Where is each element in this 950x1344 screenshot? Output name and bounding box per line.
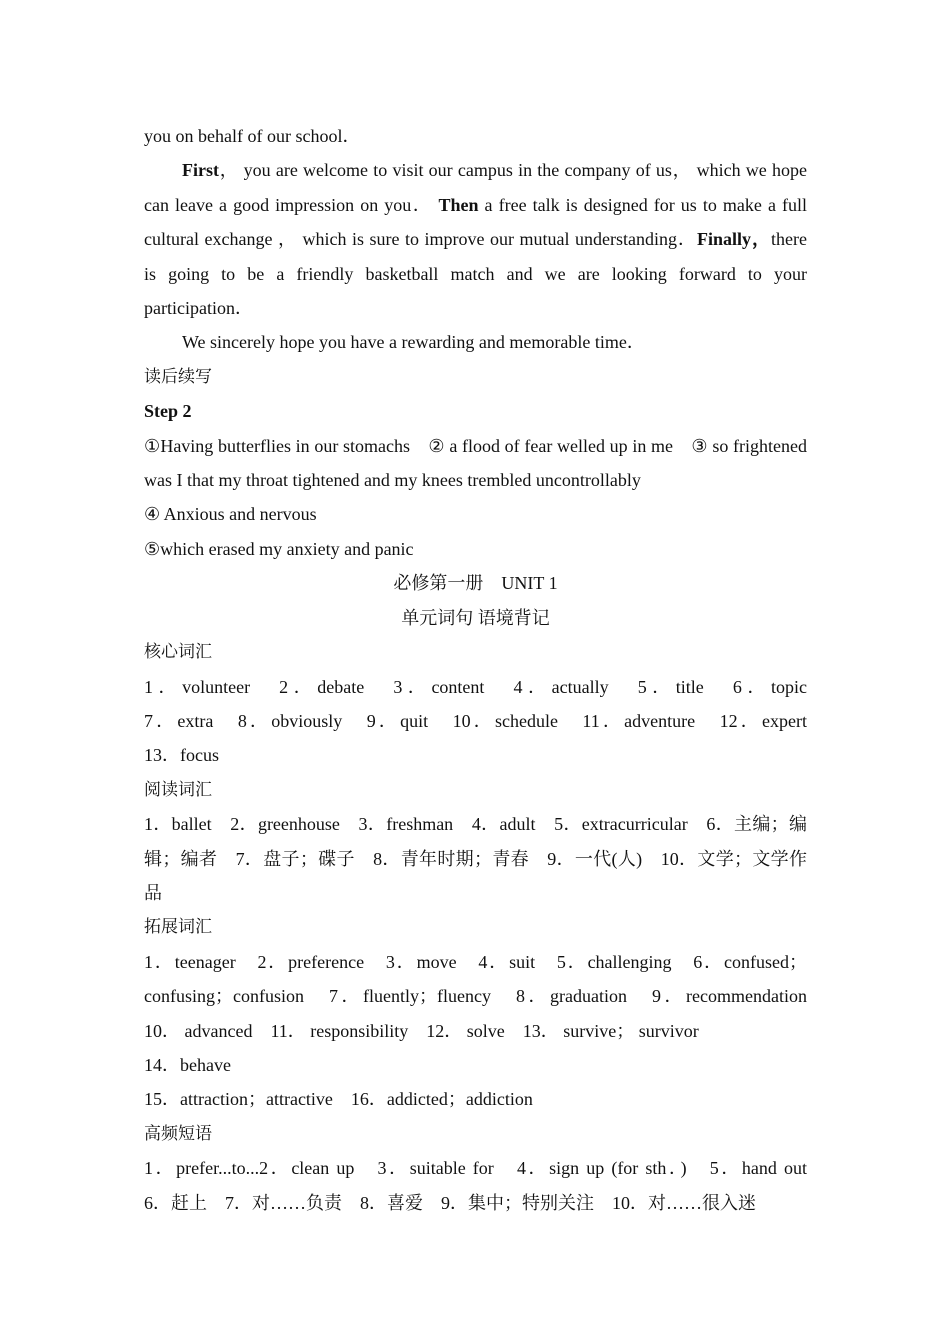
answer-item-5: ⑤which erased my anxiety and panic [144,538,414,559]
letter-text-a: ， you are welcome to visit our campus in the company of us， which we hope can leave a good impression on you． [144,160,807,215]
phrases-heading: 高频短语 [144,1123,212,1144]
core-vocab-line-1: 1．volunteer 2．debate 3．content 4．actually 5．title 6．topic [144,676,807,697]
letter-text-c: there is going to be a friendly basketball match and we are looking forward to your participation． [144,229,807,319]
answer-item-4: ④ Anxious and nervous [144,504,317,525]
extended-vocab-heading: 拓展词汇 [144,917,212,938]
phrases-line-1: 1．prefer...to...2．clean up 3．suitable for 4．sign up (for sth．) 5．hand out [144,1158,807,1179]
first-keyword: First [182,160,219,181]
letter-text-b: a free talk is designed for us to make a full cultural exchange ， which is sure to improve our mutual understanding． [144,194,807,250]
phrases-line-2: 6．赶上 7．对……负责 8．喜爱 9．集中；特别关注 10．对……很入迷 [144,1192,756,1213]
core-vocab-line-3: 13．focus [144,745,219,766]
extended-vocab-line-15: 15．attraction；attractive 16．addicted；addiction [144,1089,533,1110]
core-vocab-heading: 核心词汇 [144,642,212,663]
reading-vocab-heading: 阅读词汇 [144,779,212,800]
letter-line-0: you on behalf of our school． [144,126,361,146]
extended-vocab-text: 1．teenager 2．preference 3．move 4．suit 5．challenging 6．confused；confusing；confusion 7．fluently；fluency 8．graduation 9．recommendation 10． advanced 11． responsibility 12． solve 13． survive； survivor [144,951,825,1041]
reading-continuation-heading: 读后续写 [144,366,212,387]
step-label: Step 2 [144,401,192,422]
finally-keyword: Finally， [696,229,772,250]
document-page [144,119,825,1220]
unit-title: 必修第一册 UNIT 1 [393,573,558,594]
core-vocab-line-2: 7．extra 8．obviously 9．quit 10．schedule 11．adventure 12．expert [144,710,807,731]
then-keyword: Then [438,194,479,215]
letter-closing: We sincerely hope you have a rewarding and memorable time． [182,332,645,353]
unit-subtitle: 单元词句 语境背记 [401,607,550,628]
reading-vocab-text: 1．ballet 2．greenhouse 3．freshman 4．adult 5．extracurricular 6．主编；编辑；编者 7．盘子；碟子 8．青年时期；青春 9．一代(人) 10．文学；文学作品 [144,814,807,903]
extended-vocab-line-14: 14．behave [144,1054,231,1075]
letter-body-paragraph [144,153,807,325]
answer-item-1-3: ①Having butterflies in our stomachs ② a flood of fear welled up in me ③ so frightened was I that my throat tightened and my knees trembled uncontrollably [144,435,807,491]
